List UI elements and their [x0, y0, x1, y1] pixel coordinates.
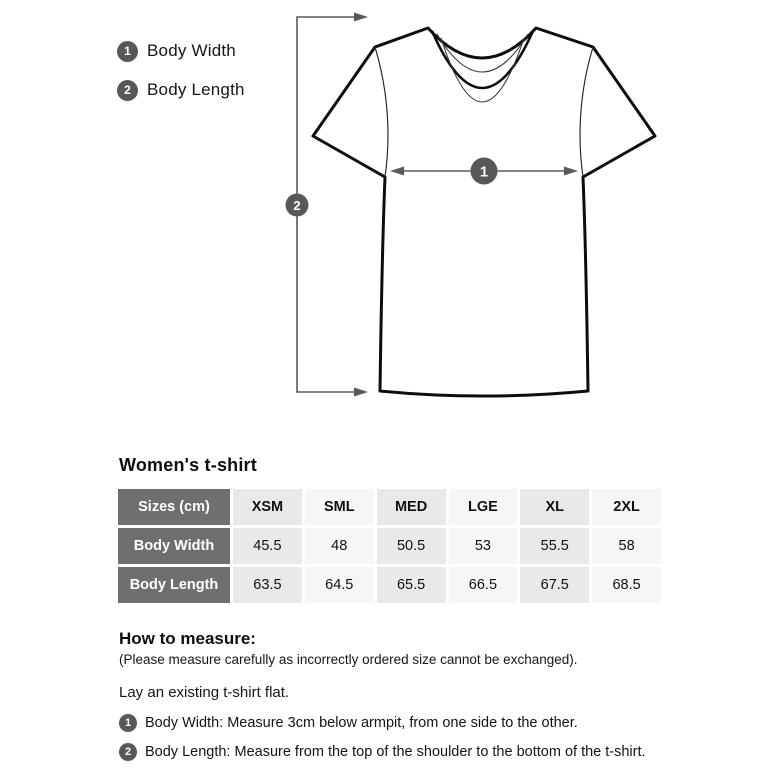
body-length-xl: 67.5 — [520, 567, 589, 603]
body-width-xsm: 45.5 — [233, 528, 302, 564]
number-2-badge: 2 — [117, 80, 138, 101]
table-row-label-body-width: Body Width — [118, 528, 230, 564]
size-table — [118, 489, 661, 603]
table-header-xl: XL — [520, 489, 589, 525]
diagram-length-badge-number: 2 — [293, 198, 301, 213]
measurement-legend — [117, 40, 245, 118]
legend-item-body-width — [117, 40, 245, 62]
body-length-lge: 66.5 — [449, 567, 518, 603]
table-header-sml: SML — [305, 489, 374, 525]
legend-label-body-length: Body Length — [147, 80, 245, 99]
table-header-xsm: XSM — [233, 489, 302, 525]
table-header-2xl: 2XL — [592, 489, 661, 525]
how-to-measure-section — [119, 629, 699, 772]
table-header-sizes: Sizes (cm) — [118, 489, 230, 525]
body-length-2xl: 68.5 — [592, 567, 661, 603]
length-bottom-arrowhead — [354, 388, 368, 397]
body-length-med: 65.5 — [377, 567, 446, 603]
body-width-med: 50.5 — [377, 528, 446, 564]
step-body-width — [119, 714, 699, 732]
step-2-text: Body Length: Measure from the top of the shoulder to the bottom of the t-shirt. — [145, 744, 646, 760]
lay-flat-instruction: Lay an existing t-shirt flat. — [119, 684, 290, 701]
table-header-med: MED — [377, 489, 446, 525]
body-length-xsm: 63.5 — [233, 567, 302, 603]
page-title: Women's t-shirt — [119, 455, 257, 475]
body-width-2xl: 58 — [592, 528, 661, 564]
body-length-sml: 64.5 — [305, 567, 374, 603]
body-width-lge: 53 — [449, 528, 518, 564]
number-1-badge: 1 — [117, 41, 138, 62]
legend-item-body-length — [117, 79, 245, 101]
length-top-arrowhead — [354, 13, 368, 22]
body-width-xl: 55.5 — [520, 528, 589, 564]
body-width-sml: 48 — [305, 528, 374, 564]
table-row-label-body-length: Body Length — [118, 567, 230, 603]
step-1-badge: 1 — [119, 714, 137, 732]
diagram-width-badge-number: 1 — [479, 163, 489, 181]
table-header-lge: LGE — [449, 489, 518, 525]
how-to-measure-heading: How to measure: — [119, 629, 256, 648]
tshirt-diagram — [280, 0, 680, 420]
step-2-badge: 2 — [119, 743, 137, 761]
step-body-length — [119, 743, 699, 761]
step-1-text: Body Width: Measure 3cm below armpit, from one side to the other. — [145, 715, 578, 731]
tshirt-outline — [313, 28, 655, 396]
exchange-note: (Please measure carefully as incorrectly ordered size cannot be exchanged). — [119, 652, 578, 667]
legend-label-body-width: Body Width — [147, 41, 236, 60]
